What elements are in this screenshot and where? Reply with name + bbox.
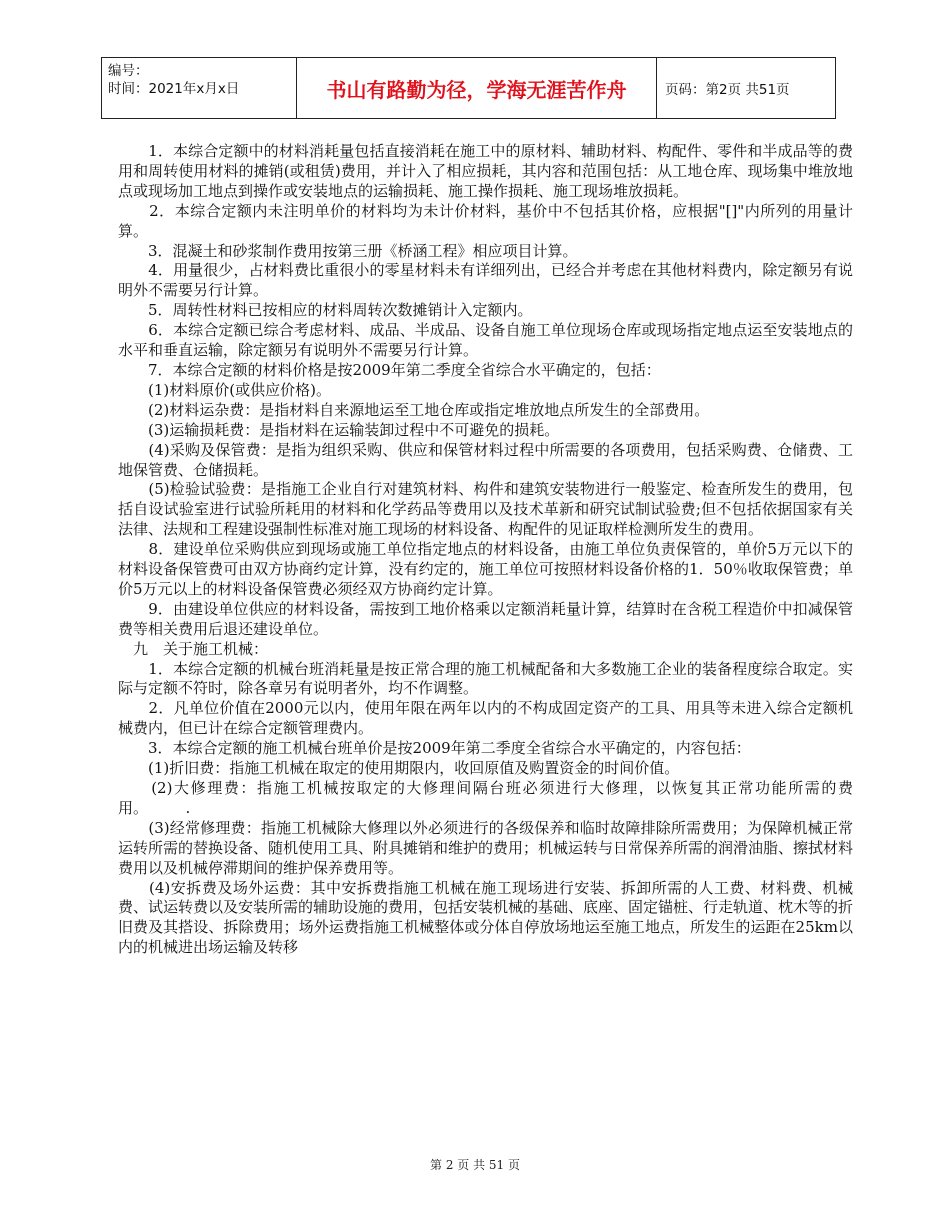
paragraph: 1．本综合定额中的材料消耗量包括直接消耗在施工中的原材料、辅助材料、构配件、零件和半成品等的费用和周转使用材料的摊销(或租赁)费用，并计入了相应损耗，其内容和范围包括：从工地仓库、现场集中堆放地点或现场加工地点到操作或安装地点的运输损耗、施工操作损耗、施工现场堆放损耗。 bbox=[118, 142, 853, 200]
paragraph: 7．本综合定额的材料价格是按2009年第二季度全省综合水平确定的，包括： bbox=[118, 360, 661, 379]
paragraph: (4)安拆费及场外运费：其中安拆费指施工机械在施工现场进行安装、拆卸所需的人工费、材料费、机械费、试运转费以及安装所需的辅助设施的费用，包括安装机械的基础、底座、固定锚桩、行走轨道、枕木等的折旧费及其搭设、拆除费用；场外运费指施工机械整体或分体自停放场地运至施工地点，所发生的运距在25km以内的机械进出场运输及转移 bbox=[118, 878, 854, 957]
paragraph: 9．由建设单位供应的材料设备，需按到工地价格乘以定额消耗量计算，结算时在含税工程造价中扣减保管费等相关费用后退还建设单位。 bbox=[118, 599, 853, 638]
paragraph: 3．混凝土和砂浆制作费用按第三册《桥涵工程》相应项目计算。 bbox=[118, 241, 578, 260]
header-motto: 书山有路勤为径，学海无涯苦作舟 bbox=[297, 58, 657, 118]
paragraph: (2)材料运杂费：是指材料自来源地运至工地仓库或指定堆放地点所发生的全部费用。 bbox=[118, 400, 710, 419]
document-number-label: 编号： bbox=[108, 63, 149, 79]
paragraph: 2．凡单位价值在2000元以内，使用年限在两年以内的不构成固定资产的工具、用具等未进入综合定额机械费内，但已计在综合定额管理费内。 bbox=[118, 699, 853, 738]
section-heading: 九 关于施工机械： bbox=[118, 639, 269, 658]
paragraph: (3)运输损耗费：是指材料在运输装卸过程中不可避免的损耗。 bbox=[118, 420, 560, 439]
paragraph: (1)材料原价(或供应价格)。 bbox=[118, 380, 331, 399]
document-body bbox=[118, 142, 853, 958]
page-footer: 第 2 页 共 51 页 bbox=[430, 1158, 520, 1172]
header-info-cell bbox=[102, 58, 297, 118]
paragraph: (3)经常修理费：指施工机械除大修理以外必须进行的各级保养和临时故障排除所需费用；为保障机械正常运转所需的替换设备、随机使用工具、附具摊销和维护的费用；机械运转与日常保养所需的润滑油脂、擦拭材料费用以及机械停滞期间的维护保养费用等。 bbox=[118, 818, 854, 877]
header-table bbox=[101, 57, 836, 119]
header-page-code: 页码：第2页 共51页 bbox=[665, 82, 790, 98]
paragraph: 4．用量很少，占材料费比重很小的零星材料未有详细列出，已经合并考虑在其他材料费内，除定额另有说明外不需要另行计算。 bbox=[118, 261, 853, 300]
paragraph: (5)检验试验费：是指施工企业自行对建筑材料、构件和建筑安装物进行一般鉴定、检查所发生的费用，包括自设试验室进行试验所耗用的材料和化学药品等费用以及技术革新和研究试制试验费;但不包括依据国家有关法律、法规和工程建设强制性标准对施工现场的材料设备、构配件的见证取样检测所发生的费用。 bbox=[118, 480, 853, 539]
paragraph: 6．本综合定额已综合考虑材料、成品、半成品、设备自施工单位现场仓库或现场指定地点运至安装地点的水平和垂直运输，除定额另有说明外不需要另行计算。 bbox=[118, 321, 853, 360]
paragraph: 3．本综合定额的施工机械台班单价是按2009年第二季度全省综合水平确定的，内容包括： bbox=[118, 739, 751, 758]
paragraph: (2)大修理费：指施工机械按取定的大修理间隔台班必须进行大修理，以恢复其正常功能所需的费用。 . bbox=[118, 779, 853, 817]
document-time-label: 时间：2021年x月x日 bbox=[108, 81, 240, 97]
paragraph: 2．本综合定额内未注明单价的材料均为未计价材料，基价中不包括其价格，应根据"[]"内所列的用量计算。 bbox=[118, 201, 853, 240]
paragraph: (1)折旧费：指施工机械在取定的使用期限内，收回原值及购置资金的时间价值。 bbox=[118, 759, 680, 778]
paragraph: 5．周转性材料已按相应的材料周转次数摊销计入定额内。 bbox=[118, 301, 533, 320]
paragraph: 1．本综合定额的机械台班消耗量是按正常合理的施工机械配备和大多数施工企业的装备程度综合取定。实际与定额不符时，除各章另有说明者外，均不作调整。 bbox=[118, 659, 853, 698]
paragraph: 8．建设单位采购供应到现场或施工单位指定地点的材料设备，由施工单位负责保管的，单价5万元以下的材料设备保管费可由双方协商约定计算，没有约定的，施工单位可按照材料设备价格的1．50％收取保管费；单价5万元以上的材料设备保管费必须经双方协商约定计算。 bbox=[118, 540, 853, 598]
paragraph: (4)采购及保管费：是指为组织采购、供应和保管材料过程中所需要的各项费用，包括采购费、仓储费、工地保管费、仓储损耗。 bbox=[118, 440, 853, 479]
